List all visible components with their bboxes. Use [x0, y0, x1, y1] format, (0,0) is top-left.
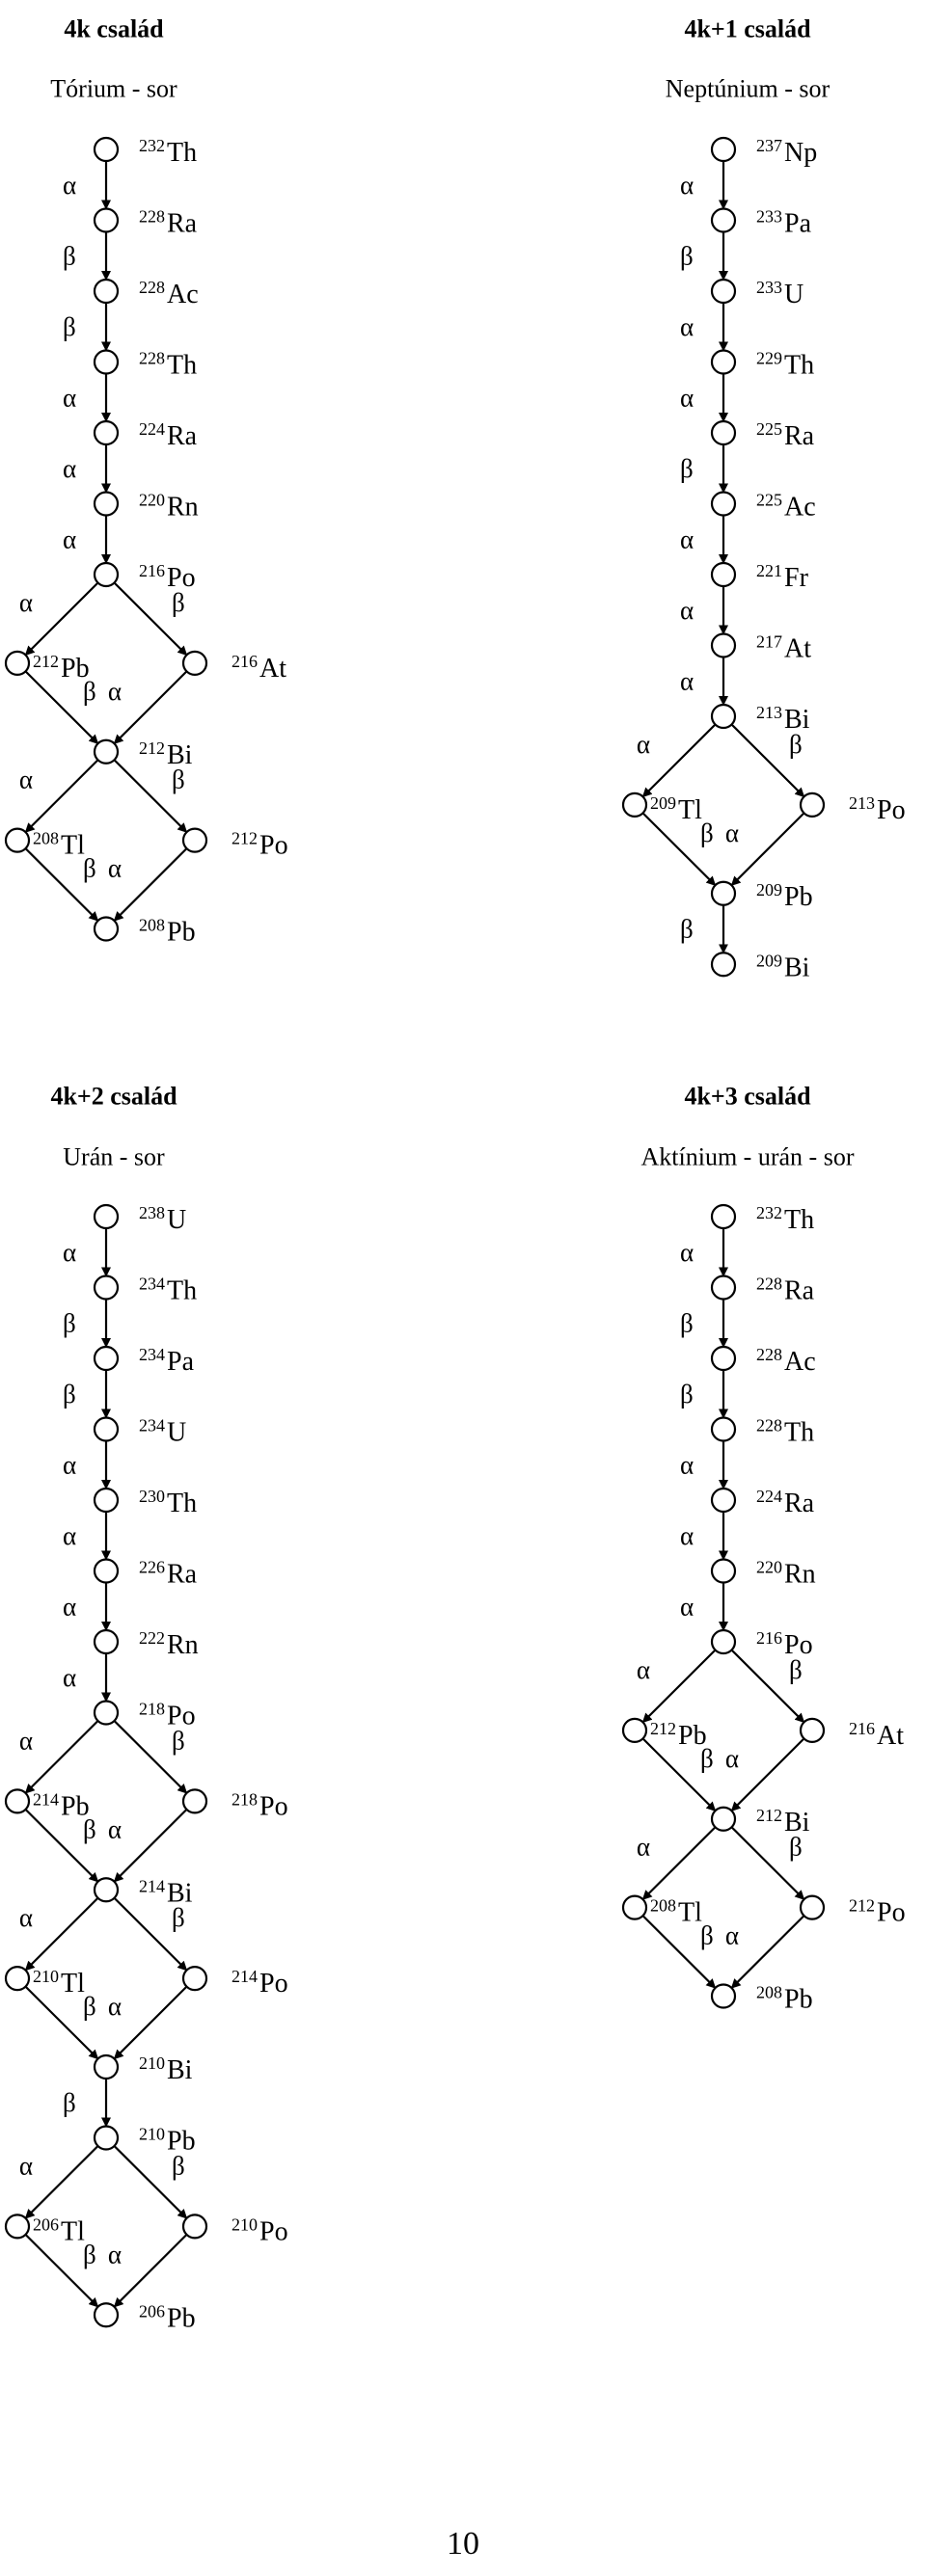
nuclide-label: $^{210}$Tl [33, 1967, 85, 1999]
nuclide-node [183, 652, 206, 675]
nuclide-label: $^{232}$Th [139, 136, 198, 168]
nuclide-label: $^{212}$Pb [33, 651, 90, 684]
beta-label: β [172, 2151, 185, 2181]
alpha-label: α [680, 383, 694, 413]
nuclide-node [6, 829, 29, 852]
nuclide-label: $^{234}$Pa [139, 1345, 194, 1377]
nuclide-node [623, 1719, 646, 1742]
nuclide-label: $^{216}$Po [756, 1628, 813, 1660]
nuclide-node [712, 634, 735, 657]
decay-arrow-alpha [731, 813, 803, 885]
alpha-label: α [63, 1592, 77, 1622]
beta-label: β [63, 1379, 76, 1409]
nuclide-node [712, 493, 735, 516]
alpha-label: α [724, 1920, 739, 1950]
alpha-label: α [18, 765, 33, 794]
alpha-label: α [18, 1726, 33, 1756]
decay-arrow-alpha [25, 1898, 97, 1971]
nuclide-label: $^{218}$Po [139, 1699, 196, 1731]
nuclide-label: $^{208}$Pb [756, 1982, 813, 2015]
alpha-label: α [63, 1237, 77, 1267]
nuclide-label: $^{229}$Th [756, 348, 815, 381]
nuclide-label: $^{221}$Fr [756, 561, 808, 593]
beta-label: β [63, 311, 76, 341]
family-title: 4k család [64, 14, 164, 43]
nuclide-node [95, 1560, 118, 1583]
alpha-label: α [63, 524, 77, 554]
nuclide-node [95, 1205, 118, 1228]
nuclide-label: $^{208}$Tl [650, 1895, 702, 1928]
nuclide-label: $^{228}$Ac [139, 278, 199, 309]
family-title: 4k+1 család [684, 14, 811, 43]
nuclide-node [95, 740, 118, 764]
decay-arrow-alpha [25, 582, 97, 655]
nuclide-label: $^{234}$U [139, 1415, 187, 1448]
nuclide-node [712, 138, 735, 161]
beta-label: β [680, 1308, 694, 1338]
alpha-label: α [107, 1992, 122, 2022]
decay-panel-2 [623, 14, 906, 982]
nuclide-node [712, 1418, 735, 1441]
nuclide-node [95, 421, 118, 444]
nuclide-node [95, 493, 118, 516]
nuclide-node [183, 2214, 206, 2238]
nuclide-label: $^{214}$Pb [33, 1789, 90, 1822]
nuclide-label: $^{220}$Rn [139, 490, 199, 523]
alpha-label: α [680, 666, 694, 696]
alpha-label: α [107, 2240, 122, 2269]
nuclide-label: $^{214}$Po [232, 1967, 288, 1999]
family-title: 4k+3 család [684, 1082, 811, 1111]
nuclide-label: $^{224}$Ra [756, 1487, 815, 1518]
nuclide-node [95, 209, 118, 232]
nuclide-node [183, 1967, 206, 1990]
nuclide-label: $^{212}$Pb [650, 1718, 707, 1751]
nuclide-label: $^{212}$Po [232, 828, 288, 861]
alpha-label: α [680, 311, 694, 341]
nuclide-node [712, 1205, 735, 1228]
alpha-label: α [636, 1832, 650, 1862]
nuclide-node [712, 705, 735, 728]
decay-panel-1 [6, 14, 288, 947]
decay-arrow-alpha [642, 1827, 715, 1899]
nuclide-label: $^{228}$Th [756, 1415, 815, 1448]
beta-label: β [83, 1992, 96, 2022]
nuclide-node [183, 829, 206, 852]
nuclide-node [95, 2127, 118, 2150]
decay-arrow-alpha [731, 1738, 803, 1811]
decay-arrow-alpha [114, 671, 186, 743]
nuclide-node [623, 793, 646, 817]
nuclide-node [95, 1702, 118, 1725]
decay-arrow-alpha [731, 1916, 803, 1988]
alpha-label: α [680, 595, 694, 625]
beta-label: β [680, 914, 694, 944]
alpha-label: α [63, 383, 77, 413]
nuclide-node [712, 953, 735, 976]
decay-arrow-alpha [114, 2235, 186, 2307]
decay-arrow-alpha [114, 1987, 186, 2059]
nuclide-node [95, 2303, 118, 2326]
nuclide-node [183, 1789, 206, 1812]
decay-arrow-alpha [25, 760, 97, 832]
nuclide-node [712, 1808, 735, 1831]
alpha-label: α [636, 729, 650, 759]
beta-label: β [172, 1903, 185, 1933]
nuclide-node [6, 1789, 29, 1812]
decay-arrow-alpha [25, 2146, 97, 2218]
series-subtitle: Aktínium - urán - sor [640, 1142, 855, 1171]
nuclide-label: $^{209}$Tl [650, 792, 702, 825]
decay-panel-4 [623, 1082, 906, 2014]
alpha-label: α [18, 587, 33, 617]
nuclide-label: $^{225}$Ac [756, 490, 816, 523]
nuclide-label: $^{212}$Po [849, 1895, 906, 1928]
alpha-label: α [63, 170, 77, 200]
nuclide-node [801, 793, 824, 817]
beta-label: β [680, 453, 694, 483]
beta-label: β [700, 818, 714, 847]
nuclide-node [712, 1276, 735, 1300]
nuclide-node [95, 1418, 118, 1441]
alpha-label: α [680, 1237, 694, 1267]
decay-arrow-alpha [25, 1721, 97, 1793]
beta-label: β [789, 1832, 803, 1862]
nuclide-node [6, 652, 29, 675]
series-subtitle: Neptúnium - sor [665, 74, 831, 103]
alpha-label: α [680, 524, 694, 554]
nuclide-label: $^{225}$Ra [756, 419, 815, 451]
nuclide-label: $^{233}$U [756, 278, 804, 309]
nuclide-label: $^{233}$Pa [756, 206, 811, 239]
nuclide-node [712, 1630, 735, 1653]
nuclide-node [623, 1896, 646, 1919]
nuclide-label: $^{210}$Bi [139, 2053, 193, 2085]
decay-arrow-alpha [114, 1810, 186, 1882]
nuclide-node [95, 351, 118, 374]
beta-label: β [63, 1308, 76, 1338]
nuclide-label: $^{216}$At [849, 1718, 904, 1751]
alpha-label: α [680, 1592, 694, 1622]
nuclide-label: $^{212}$Bi [756, 1805, 810, 1838]
beta-label: β [172, 587, 185, 617]
nuclide-label: $^{226}$Ra [139, 1557, 198, 1590]
alpha-label: α [107, 1814, 122, 1844]
nuclide-node [6, 1967, 29, 1990]
nuclide-label: $^{213}$Bi [756, 703, 810, 735]
decay-arrow-alpha [114, 848, 186, 921]
decay-arrow-alpha [642, 724, 715, 796]
nuclide-node [712, 1985, 735, 2008]
alpha-label: α [63, 1662, 77, 1692]
nuclide-label: $^{228}$Th [139, 348, 198, 381]
nuclide-label: $^{237}$Np [756, 136, 818, 168]
alpha-label: α [680, 1520, 694, 1550]
page-number: 10 [447, 2526, 479, 2562]
nuclide-node [95, 280, 118, 303]
nuclide-node [95, 2055, 118, 2079]
nuclide-node [95, 138, 118, 161]
nuclide-node [712, 280, 735, 303]
alpha-label: α [63, 1450, 77, 1480]
alpha-label: α [680, 1450, 694, 1480]
nuclide-label: $^{224}$Ra [139, 419, 198, 451]
beta-label: β [680, 241, 694, 271]
nuclide-node [801, 1719, 824, 1742]
nuclide-label: $^{209}$Pb [756, 879, 813, 912]
nuclide-node [95, 563, 118, 586]
nuclide-label: $^{210}$Pb [139, 2124, 196, 2157]
nuclide-label: $^{234}$Th [139, 1274, 198, 1306]
beta-label: β [83, 853, 96, 883]
alpha-label: α [636, 1654, 650, 1684]
beta-label: β [63, 2087, 76, 2117]
nuclide-label: $^{228}$Ac [756, 1345, 816, 1377]
nuclide-node [712, 1347, 735, 1370]
nuclide-node [712, 882, 735, 905]
series-subtitle: Tórium - sor [50, 74, 177, 103]
nuclide-node [95, 918, 118, 941]
beta-label: β [789, 729, 803, 759]
nuclide-node [95, 1630, 118, 1653]
nuclide-label: $^{216}$At [232, 651, 286, 684]
nuclide-node [6, 2214, 29, 2238]
nuclide-node [95, 1878, 118, 1901]
beta-label: β [700, 1920, 714, 1950]
beta-label: β [789, 1654, 803, 1684]
decay-arrow-alpha [642, 1650, 715, 1722]
nuclide-node [95, 1347, 118, 1370]
nuclide-node [95, 1489, 118, 1512]
nuclide-node [712, 1489, 735, 1512]
series-subtitle: Urán - sor [63, 1142, 165, 1171]
beta-label: β [700, 1743, 714, 1773]
nuclide-label: $^{228}$Ra [139, 206, 198, 239]
alpha-label: α [724, 818, 739, 847]
nuclide-label: $^{206}$Pb [139, 2301, 196, 2334]
alpha-label: α [63, 453, 77, 483]
nuclide-label: $^{212}$Bi [139, 738, 193, 770]
nuclide-label: $^{222}$Rn [139, 1628, 199, 1660]
beta-label: β [83, 1814, 96, 1844]
beta-label: β [63, 241, 76, 271]
nuclide-label: $^{213}$Po [849, 792, 906, 825]
nuclide-node [712, 1560, 735, 1583]
nuclide-label: $^{208}$Tl [33, 828, 85, 861]
beta-label: β [83, 676, 96, 706]
nuclide-label: $^{218}$Po [232, 1789, 288, 1822]
alpha-label: α [18, 2151, 33, 2181]
nuclide-label: $^{238}$U [139, 1203, 187, 1235]
beta-label: β [680, 1379, 694, 1409]
nuclide-node [95, 1276, 118, 1300]
nuclide-label: $^{214}$Bi [139, 1876, 193, 1909]
decay-panel-3 [6, 1082, 288, 2333]
nuclide-label: $^{230}$Th [139, 1487, 198, 1518]
nuclide-label: $^{208}$Pb [139, 915, 196, 948]
nuclide-label: $^{210}$Po [232, 2214, 288, 2247]
family-title: 4k+2 család [50, 1082, 177, 1111]
alpha-label: α [107, 676, 122, 706]
alpha-label: α [63, 1520, 77, 1550]
nuclide-label: $^{216}$Po [139, 561, 196, 593]
nuclide-label: $^{209}$Bi [756, 951, 810, 983]
alpha-label: α [680, 170, 694, 200]
beta-label: β [83, 2240, 96, 2269]
alpha-label: α [724, 1743, 739, 1773]
alpha-label: α [107, 853, 122, 883]
nuclide-node [801, 1896, 824, 1919]
alpha-label: α [18, 1903, 33, 1933]
nuclide-label: $^{206}$Tl [33, 2214, 85, 2247]
nuclide-label: $^{220}$Rn [756, 1557, 816, 1590]
nuclide-label: $^{232}$Th [756, 1203, 815, 1235]
beta-label: β [172, 765, 185, 794]
nuclide-node [712, 563, 735, 586]
nuclide-node [712, 421, 735, 444]
beta-label: β [172, 1726, 185, 1756]
nuclide-node [712, 209, 735, 232]
nuclide-label: $^{228}$Ra [756, 1274, 815, 1306]
nuclide-node [712, 351, 735, 374]
nuclide-label: $^{217}$At [756, 631, 811, 664]
